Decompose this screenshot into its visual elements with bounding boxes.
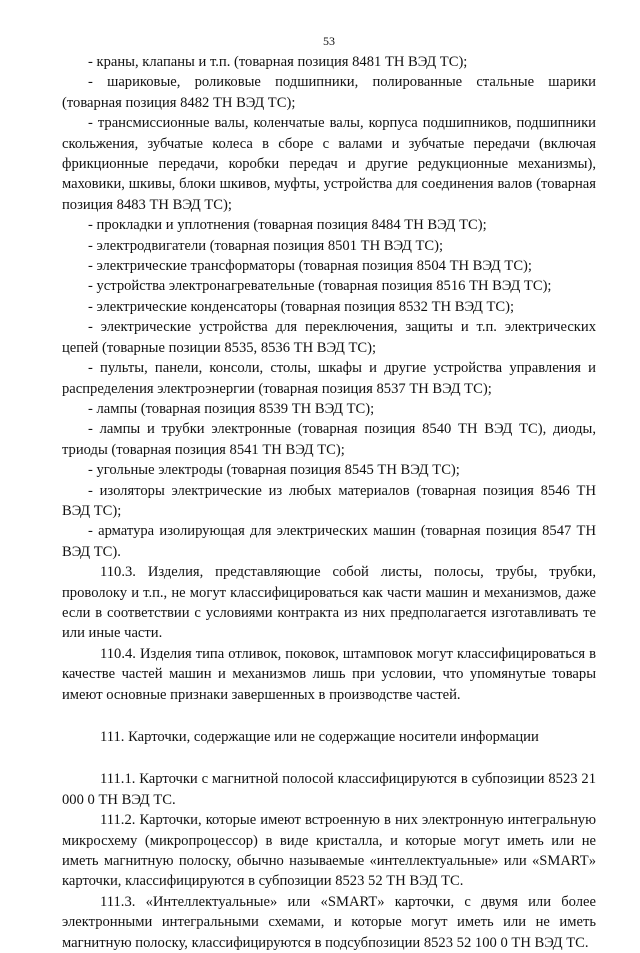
list-item: - прокладки и уплотнения (товарная позиция 8484 ТН ВЭД ТС);: [88, 217, 487, 234]
list-item: - краны, клапаны и т.п. (товарная позиция 8481 ТН ВЭД ТС);: [88, 54, 468, 70]
page-number: 53: [323, 34, 335, 48]
paragraph-111-1: 111.1. Карточки с магнитной полосой классифицируются в субпозиции 8523 21 000 0 ТН ВЭД ТС.: [62, 771, 596, 808]
list-item: - лампы (товарная позиция 8539 ТН ВЭД ТС);: [88, 400, 375, 417]
list-item: - устройства электронагревательные (товарная позиция 8516 ТН ВЭД ТС);: [88, 278, 552, 295]
paragraph-111-3: 111.3. «Интеллектуальные» или «SMART» карточки, с двумя или более электронными интегральными схемами, и которые могут иметь или не иметь магнитную полоску, классифицируются в подсубпозиции 8523 52 100 0 ТН ВЭД ТС.: [62, 893, 596, 951]
list-item: - изоляторы электрические из любых материалов (товарная позиция 8546 ТН ВЭД ТС);: [62, 482, 596, 519]
paragraph-110-3: 110.3. Изделия, представляющие собой листы, полосы, трубы, трубки, проволоку и т.п., не могут классифицироваться как части машин и механизмов, даже если в соответствии с условиями контракта из них предполагается изготавливать те или иные части.: [62, 564, 596, 642]
list-item: - электрические конденсаторы (товарная позиция 8532 ТН ВЭД ТС);: [88, 298, 515, 315]
list-item: - угольные электроды (товарная позиция 8545 ТН ВЭД ТС);: [88, 462, 460, 479]
list-item: - трансмиссионные валы, коленчатые валы, корпуса подшипников, подшипники скольжения, зубчатые колеса в сборе с валами и зубчатые передачи (включая фрикционные передачи, коробки передач и другие редукционные механизмы), маховики, шкивы, блоки шкивов, муфты, устройства для соединения валов (товарная позиция 8483 ТН ВЭД ТС);: [62, 115, 596, 213]
list-item: - лампы и трубки электронные (товарная позиция 8540 ТН ВЭД ТС), диоды, триоды (товарная позиция 8541 ТН ВЭД ТС);: [62, 421, 596, 458]
paragraph-110-4: 110.4. Изделия типа отливок, поковок, штамповок могут классифицироваться в качестве частей машин и механизмов лишь при условии, что упомянутые товары имеют основные признаки завершенных в производстве частей.: [62, 645, 596, 703]
list-item: - шариковые, роликовые подшипники, полированные стальные шарики (товарная позиция 8482 ТН ВЭД ТС);: [62, 74, 596, 111]
list-item: - арматура изолирующая для электрических машин (товарная позиция 8547 ТН ВЭД ТС).: [62, 523, 596, 560]
section-heading-111: 111. Карточки, содержащие или не содержащие носители информации: [100, 729, 539, 745]
list-item: - электродвигатели (товарная позиция 8501 ТН ВЭД ТС);: [88, 237, 444, 254]
list-item: - пульты, панели, консоли, столы, шкафы и другие устройства управления и распределения электроэнергии (товарная позиция 8537 ТН ВЭД ТС);: [62, 360, 596, 397]
list-item: - электрические трансформаторы (товарная позиция 8504 ТН ВЭД ТС);: [88, 258, 532, 275]
list-item: - электрические устройства для переключения, защиты и т.п. электрических цепей (товарные позиции 8535, 8536 ТН ВЭД ТС);: [62, 319, 596, 356]
paragraph-111-2: 111.2. Карточки, которые имеют встроенную в них электронную интегральную микросхему (микропроцессор) в виде кристалла, и которые могут иметь или не иметь магнитную полоску, обычно называемые «интеллектуальные» или «SMART» карточки, классифицируются в субпозиции 8523 52 ТН ВЭД ТС.: [62, 812, 596, 890]
